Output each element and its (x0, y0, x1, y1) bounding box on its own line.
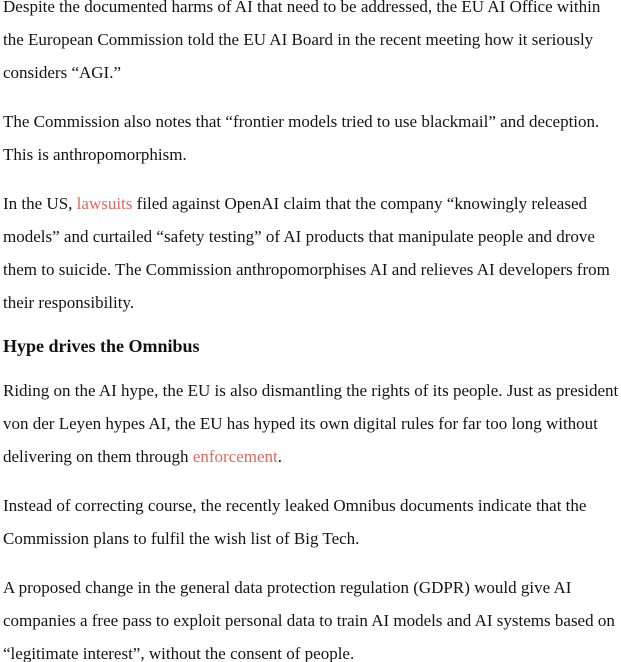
section-heading-hype-omnibus: Hype drives the Omnibus (3, 336, 200, 356)
paragraph-blackmail: The Commission also notes that “frontier models tried to use blackmail” and deception. This is anthropomorphism. (3, 112, 600, 164)
paragraph-lawsuits (3, 187, 619, 319)
paragraph-lawsuits-text-before: In the US, (3, 194, 77, 213)
paragraph-gdpr: A proposed change in the general data protection regulation (GDPR) would give AI companies a free pass to exploit personal data to train AI models and AI systems based on “legitimate interest”, without the consent of people. (3, 578, 615, 662)
paragraph-hype-text-before: Riding on the AI hype, the EU is also dismantling the rights of its people. Just as president von der Leyen hypes AI, the EU has hyped its own digital rules for far too long without delivering on them through (3, 381, 619, 466)
paragraph-lawsuits-text-after: filed against OpenAI claim that the company “knowingly released models” and curtailed “safety testing” of AI products that manipulate people and drove them to suicide. The Commission anthropomorphises AI and relieves AI developers from their responsibility. (3, 194, 610, 312)
paragraph-agi-office: Despite the documented harms of AI that need to be addressed, the EU AI Office within the European Commission told the EU AI Board in the recent meeting how it seriously considers “AGI.” (3, 0, 601, 82)
lawsuits-link[interactable]: lawsuits (76, 194, 133, 213)
paragraph-omnibus-leak: Instead of correcting course, the recently leaked Omnibus documents indicate that the Commission plans to fulfil the wish list of Big Tech. (3, 496, 587, 548)
paragraph-hype-text-after: . (277, 447, 283, 466)
enforcement-link[interactable]: enforcement (192, 447, 278, 466)
paragraph-hype (3, 374, 619, 473)
